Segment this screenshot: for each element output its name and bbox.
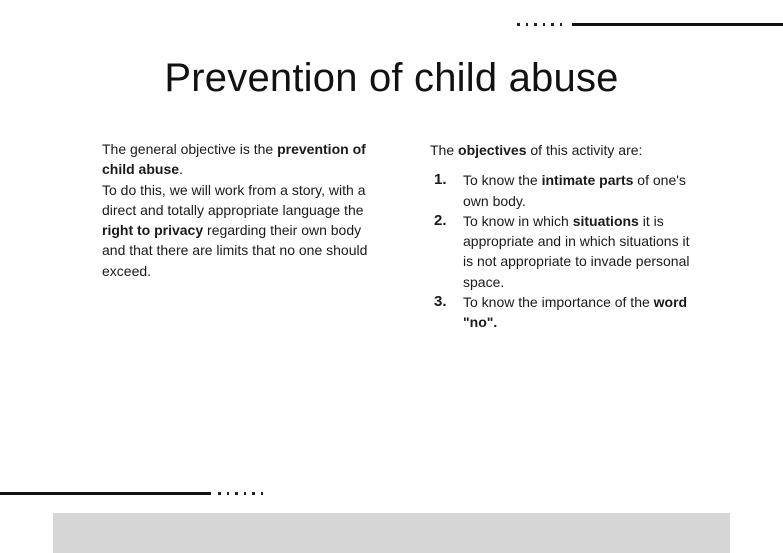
objective-number: 3. <box>434 293 447 311</box>
general-objective-section <box>102 139 387 281</box>
text: To know the <box>463 172 542 189</box>
objective-text <box>463 292 700 333</box>
footer-gray-box <box>53 513 730 553</box>
objective-item <box>430 292 700 333</box>
text: The general objective is the <box>102 141 278 157</box>
text: The <box>430 142 459 158</box>
bold-text: word "no". <box>463 294 688 331</box>
text: of this activity are: <box>526 142 643 158</box>
text: of one's own body. <box>463 172 686 209</box>
objectives-intro <box>430 140 700 160</box>
bottom-line-decoration <box>0 492 211 495</box>
text: . <box>179 161 183 178</box>
text: it is appropriate and in which situations it is not appropriate to invade personal space. <box>463 212 690 290</box>
text: To do this, we will work from a story, with a direct and totally appropriate language the <box>102 181 366 218</box>
general-objective-paragraph <box>102 139 387 180</box>
text: regarding their own body and that there are limits that no one should exceed. <box>102 222 368 279</box>
page-title: Prevention of child abuse <box>164 56 619 100</box>
text: To know in which <box>463 212 573 229</box>
method-paragraph <box>102 180 387 281</box>
bold-text: intimate parts <box>541 172 634 189</box>
bold-text: right to privacy <box>102 222 204 239</box>
objective-item <box>430 170 700 211</box>
bold-text: objectives <box>458 142 527 158</box>
objective-item <box>430 211 700 292</box>
top-line-decoration <box>572 23 783 26</box>
objective-number: 1. <box>434 171 447 189</box>
top-dots-decoration <box>517 23 562 26</box>
text: To know the importance of the <box>463 294 654 311</box>
bold-text: prevention of child abuse <box>102 141 366 178</box>
objective-text <box>463 170 700 211</box>
bold-text: situations <box>572 212 639 229</box>
objective-text <box>463 211 700 292</box>
bottom-dots-decoration <box>218 492 263 495</box>
objectives-list <box>430 170 700 332</box>
objective-number: 2. <box>434 211 447 229</box>
objectives-section <box>430 140 700 333</box>
